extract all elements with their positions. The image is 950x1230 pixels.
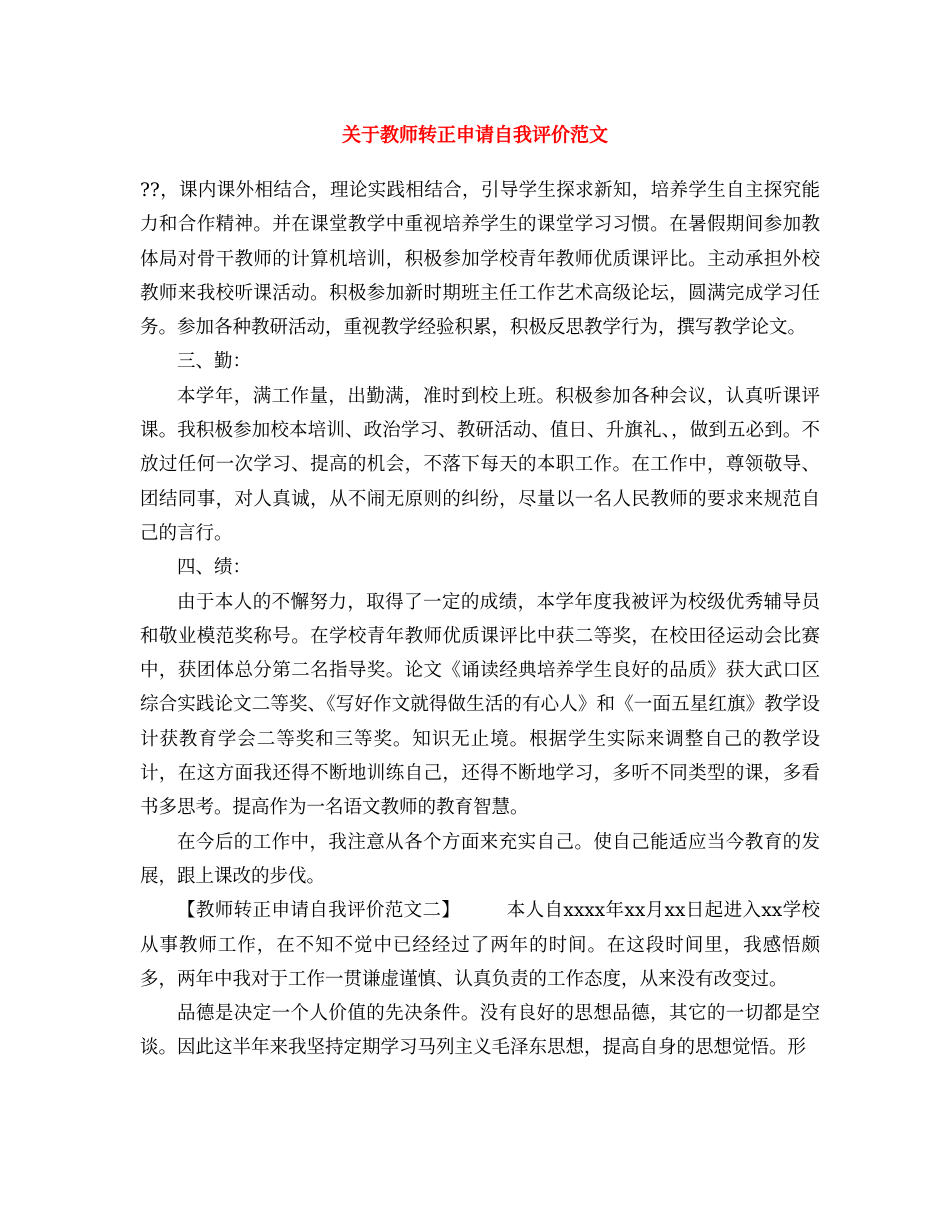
paragraph-diligence: 本学年，满工作量，出勤满，准时到校上班。积极参加各种会议，认真听课评课。我积极参加校本培训、政治学习、教研活动、值日、升旗礼、，做到五必到。不放过任何一次学习、提高的机会，不落下每天的本职工作。在工作中，尊领敬导、团结同事，对人真诚，从不闹无原则的纠纷，尽量以一名人民教师的要求来规范自己的言行。 — [140, 385, 820, 544]
paragraph-continued-text: ??，课内课外相结合，理论实践相结合，引导学生探求新知，培养学生自主探究能力和合作精神。并在课堂教学中重视培养学生的课堂学习习惯。在暑假期间参加教体局对骨干教师的计算机培训，积极参加学校青年教师优质课评比。主动承担外校教师来我校听课活动。积极参加新时期班主任工作艺术高级论坛，圆满完成学习任务。参加各种教研活动，重视教学经验积累，积极反思教学行为，撰写教学论文。 — [140, 180, 820, 339]
section-heading-diligence: 三、勤： — [177, 351, 252, 373]
document-body — [140, 174, 820, 1066]
sample-two-heading: 【教师转正申请自我评价范文二】 — [177, 900, 461, 922]
section-heading-achievement: 四、绩： — [177, 557, 252, 579]
paragraph-future-work: 在今后的工作中，我注意从各个方面来充实自己。使自己能适应当今教育的发展，跟上课改的步伐。 — [140, 831, 820, 887]
paragraph-achievement: 由于本人的不懈努力，取得了一定的成绩，本学年度我被评为校级优秀辅导员和敬业模范奖称号。在学校青年教师优质课评比中获二等奖，在校田径运动会比赛中，获团体总分第二名指导奖。论文《诵读经典培养学生良好的品质》获大武口区综合实践论文二等奖、《写好作文就得做生活的有心人》和《一面五星红旗》教学设计获教育学会二等奖和三等奖。知识无止境。根据学生实际来调整自己的教学设计，在这方面我还得不断地训练自己，还得不断地学习，多听不同类型的课，多看书多思考。提高作为一名语文教师的教育智慧。 — [140, 591, 820, 819]
paragraph-sample-two — [140, 894, 820, 997]
sample-two-text: 本人自xxxx年xx月xx日起进入xx学校从事教师工作，在不知不觉中已经经过了两年的时间。在这段时间里，我感悟颇多，两年中我对于工作一贯谦虚谨慎、认真负责的工作态度，从来没有改变过。 — [140, 900, 820, 990]
document-title: 关于教师转正申请自我评价范文 — [341, 124, 608, 146]
paragraph-morality: 品德是决定一个人价值的先决条件。没有良好的思想品德，其它的一切都是空谈。因此这半年来我坚持定期学习马列主义毛泽东思想，提高自身的思想觉悟。形 — [140, 1003, 820, 1059]
